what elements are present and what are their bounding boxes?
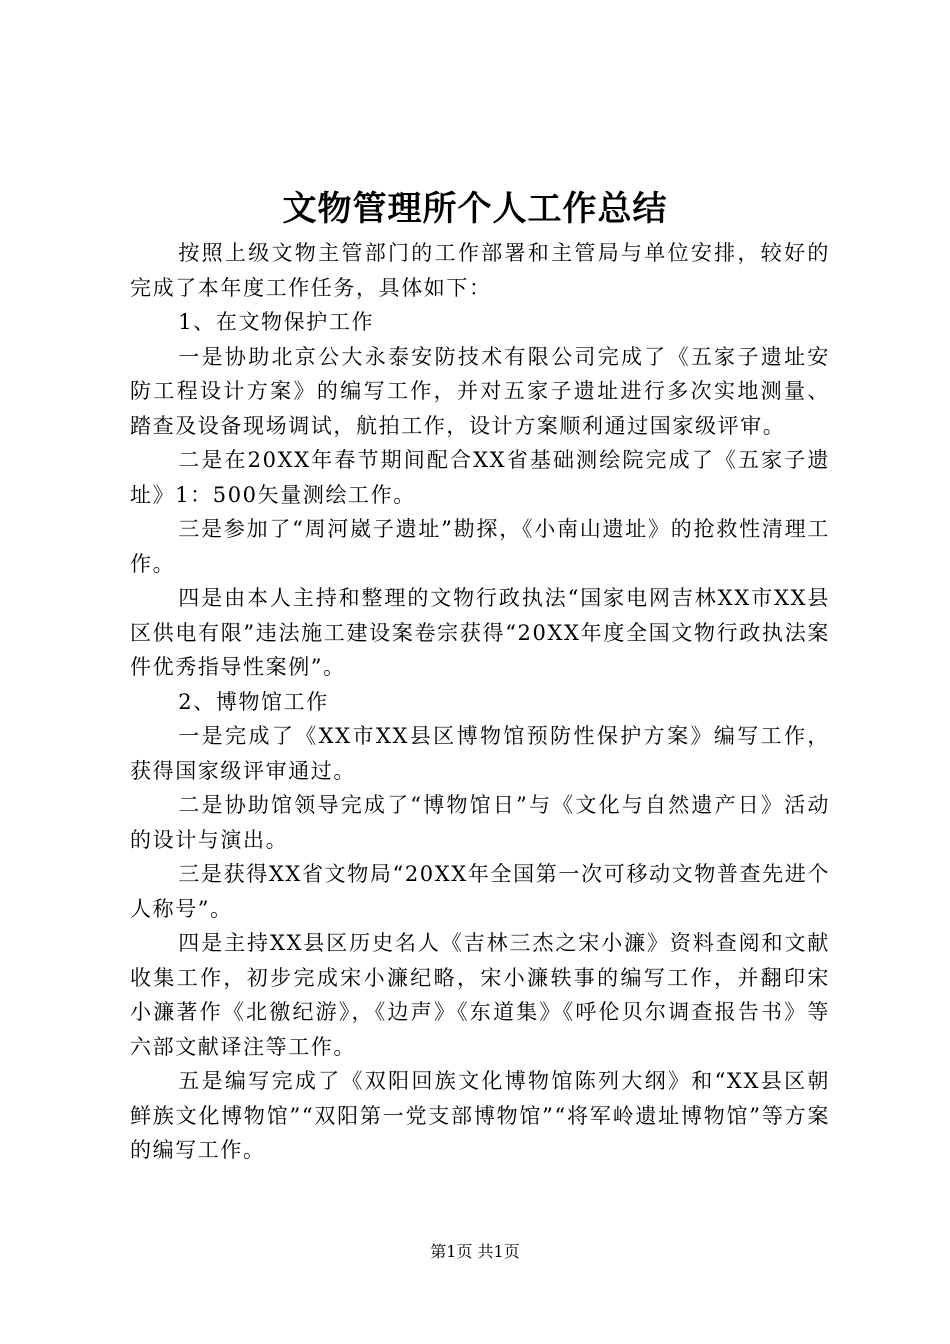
- section-1-item: 四是由本人主持和整理的文物行政执法“国家电网吉林XX市XX县区供电有限”违法施工建设案卷宗获得“20XX年度全国文物行政执法案件优秀指导性案例”。: [130, 586, 830, 679]
- section-2-item: 一是完成了《XX市XX县区博物馆预防性保护方案》编写工作，获得国家级评审通过。: [130, 724, 830, 783]
- document-body: [130, 236, 830, 1168]
- section-1-item: 一是协助北京公大永泰安防技术有限公司完成了《五家子遗址安防工程设计方案》的编写工作，并对五家子遗址进行多次实地测量、踏查及设备现场调试，航拍工作，设计方案顺利通过国家级评审。: [130, 344, 830, 438]
- section-2-heading: 2、博物馆工作: [178, 689, 329, 714]
- section-1-item: 三是参加了“周河崴子遗址”勘探，《小南山遗址》的抢救性清理工作。: [130, 517, 830, 576]
- section-2-item: 四是主持XX县区历史名人《吉林三杰之宋小濂》资料查阅和文献收集工作，初步完成宋小濂纪略，宋小濂轶事的编写工作，并翻印宋小濂著作《北徼纪游》，《边声》《东道集》《呼伦贝尔调查报告书》等六部文献译注等工作。: [130, 931, 830, 1059]
- intro-paragraph: 按照上级文物主管部门的工作部署和主管局与单位安排，较好的完成了本年度工作任务，具体如下：: [130, 241, 830, 300]
- page-footer: 第1页 共1页: [430, 1242, 520, 1261]
- section-2-item: 五是编写完成了《双阳回族文化博物馆陈列大纲》和“XX县区朝鲜族文化博物馆”“双阳第一党支部博物馆”“将军岭遗址博物馆”等方案的编写工作。: [130, 1069, 830, 1162]
- section-1-item: 二是在20XX年春节期间配合XX省基础测绘院完成了《五家子遗址》1：500矢量测绘工作。: [130, 448, 830, 507]
- document-title: 文物管理所个人工作总结: [282, 189, 668, 229]
- section-1-heading: 1、在文物保护工作: [178, 310, 375, 334]
- section-2-item: 三是获得XX省文物局“20XX年全国第一次可移动文物普查先进个人称号”。: [130, 862, 830, 921]
- section-2-item: 二是协助馆领导完成了“博物馆日”与《文化与自然遗产日》活动的设计与演出。: [130, 793, 830, 852]
